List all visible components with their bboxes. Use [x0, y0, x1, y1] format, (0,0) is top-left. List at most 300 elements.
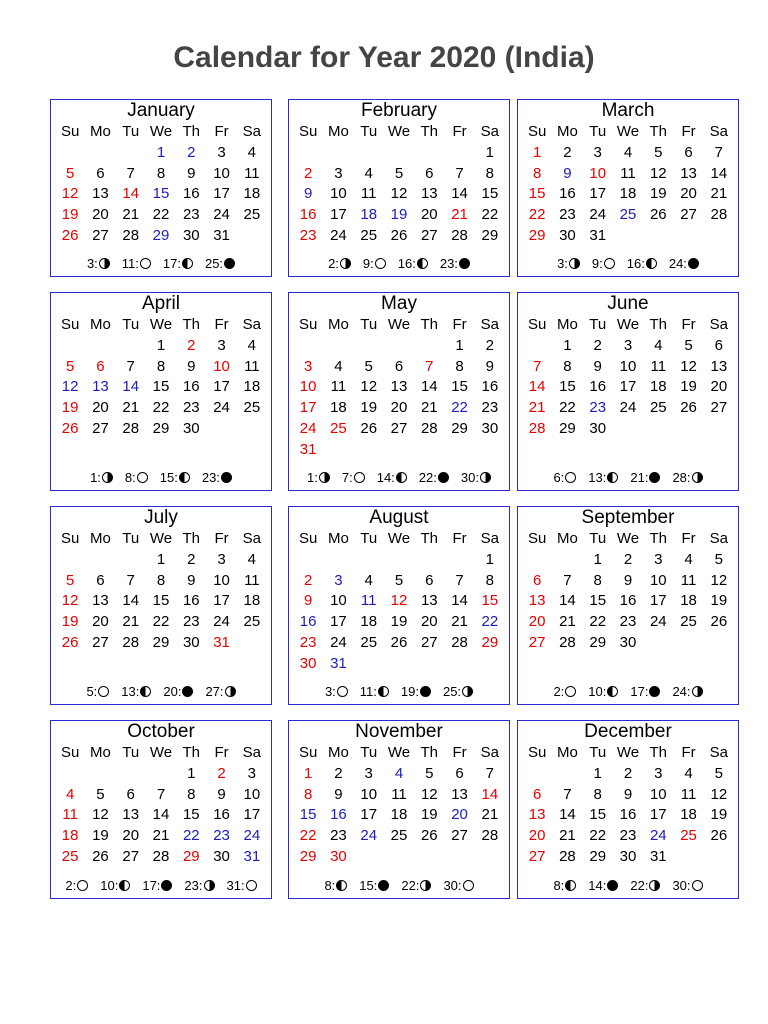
moon-phase-entry	[160, 468, 190, 486]
day-cell: 22	[299, 827, 317, 845]
month-october	[50, 720, 272, 899]
day-cell: 30	[182, 419, 200, 437]
moon-phase-date: 5:	[86, 683, 98, 699]
day-grid	[289, 529, 509, 675]
moon-phase-date: 7:	[341, 469, 353, 485]
day-cell: 12	[710, 785, 728, 803]
weekday-header: Tu	[360, 744, 378, 761]
day-cell: 14	[559, 592, 576, 610]
day-cell: 10	[330, 185, 347, 203]
empty-cell	[116, 550, 146, 571]
day-cell: 16	[182, 378, 200, 396]
day-cell: 11	[360, 185, 377, 203]
weekday-header: We	[149, 316, 173, 333]
full-moon-icon	[77, 880, 88, 891]
day-cell: 28	[559, 847, 576, 865]
day-cell: 31	[213, 633, 230, 651]
day-cell: 19	[680, 378, 697, 396]
day-cell: 13	[92, 378, 109, 396]
weekday-header: Fr	[681, 123, 696, 140]
day-cell: 4	[364, 571, 373, 589]
month-september	[517, 506, 739, 705]
moon-phase-entry	[359, 876, 389, 894]
empty-cell	[384, 654, 414, 675]
day-cell: 7	[455, 571, 464, 589]
day-cell: 23	[299, 226, 317, 244]
last-moon-icon	[140, 686, 151, 697]
day-cell: 7	[455, 164, 464, 182]
weekday-header: Mo	[328, 316, 349, 333]
day-cell: 16	[559, 185, 576, 203]
day-cell: 22	[481, 206, 499, 224]
day-cell: 3	[334, 164, 343, 182]
month-name: August	[369, 507, 429, 528]
day-cell: 1	[156, 336, 166, 354]
weekday-header: We	[387, 316, 411, 333]
day-cell: 16	[619, 592, 637, 610]
day-cell: 19	[710, 592, 728, 610]
empty-cell	[293, 143, 323, 164]
day-cell: 30	[182, 633, 200, 651]
empty-cell	[85, 336, 115, 357]
day-cell: 1	[156, 550, 166, 568]
day-cell: 1	[563, 336, 572, 354]
full-moon-icon	[565, 472, 576, 483]
day-cell: 27	[122, 847, 140, 865]
day-cell: 27	[390, 419, 408, 437]
day-cell: 20	[92, 399, 109, 417]
last-moon-icon	[378, 686, 389, 697]
weekday-header: Fr	[214, 530, 229, 547]
day-cell: 22	[481, 613, 499, 631]
day-cell: 28	[451, 226, 468, 244]
day-cell: 19	[92, 827, 109, 845]
day-cell: 7	[126, 571, 135, 589]
moon-phase-date: 20:	[163, 683, 182, 699]
day-cell: 28	[420, 419, 438, 437]
moon-phase-date: 23:	[201, 469, 220, 485]
day-cell: 25	[330, 419, 347, 437]
day-cell: 9	[623, 571, 633, 589]
day-cell: 30	[182, 226, 200, 244]
month-may	[288, 292, 510, 491]
day-cell: 12	[420, 785, 438, 803]
new-moon-icon	[649, 472, 660, 483]
moon-phase-date: 13:	[121, 683, 140, 699]
moon-phase-entry	[443, 682, 473, 700]
empty-cell	[384, 550, 414, 571]
last-moon-icon	[607, 472, 618, 483]
day-cell: 2	[187, 550, 196, 568]
empty-cell	[354, 847, 384, 868]
empty-cell	[354, 440, 384, 461]
month-name: November	[355, 721, 443, 742]
day-cell: 5	[394, 164, 404, 182]
moon-phase-date: 31:	[226, 877, 245, 893]
weekday-header: Sa	[709, 530, 729, 547]
empty-cell	[613, 419, 643, 440]
day-cell: 1	[593, 550, 602, 568]
day-cell: 8	[593, 785, 602, 803]
day-cell: 24	[649, 827, 667, 845]
first-moon-icon	[204, 880, 215, 891]
weekday-header: Sa	[709, 744, 729, 761]
weekday-header: Sa	[709, 123, 729, 140]
empty-cell	[643, 419, 673, 440]
month-name: January	[127, 100, 195, 121]
weekday-header: Mo	[557, 316, 578, 333]
day-grid	[289, 315, 509, 461]
empty-cell	[673, 847, 703, 868]
moon-phase-date: 30:	[672, 877, 691, 893]
day-cell: 14	[122, 185, 140, 203]
day-cell: 20	[92, 206, 109, 224]
weekday-header: Fr	[214, 123, 229, 140]
empty-cell	[414, 440, 444, 461]
day-cell: 8	[303, 785, 313, 803]
day-cell: 24	[299, 419, 317, 437]
day-cell: 2	[303, 164, 313, 182]
month-name: December	[584, 721, 672, 742]
day-cell: 7	[156, 785, 166, 803]
day-cell: 24	[649, 613, 667, 631]
day-cell: 4	[394, 764, 404, 782]
moon-phase-entry	[401, 682, 431, 700]
weekday-header: Th	[182, 744, 201, 761]
moon-phase-entry	[324, 876, 347, 894]
day-cell: 23	[559, 206, 576, 224]
day-cell: 9	[187, 164, 196, 182]
day-cell: 3	[247, 764, 257, 782]
day-cell: 13	[92, 592, 109, 610]
empty-cell	[116, 336, 146, 357]
month-june	[517, 292, 739, 491]
day-cell: 9	[334, 785, 343, 803]
last-moon-icon	[336, 880, 347, 891]
empty-cell	[444, 847, 474, 868]
moon-phase-entry	[325, 682, 348, 700]
day-cell: 31	[649, 847, 667, 865]
day-cell: 15	[152, 592, 170, 610]
day-cell: 26	[61, 419, 79, 437]
weekday-header: Th	[182, 316, 201, 333]
moon-phases	[51, 682, 271, 700]
day-cell: 21	[122, 613, 140, 631]
empty-cell	[323, 440, 353, 461]
day-cell: 29	[152, 226, 170, 244]
last-moon-icon	[607, 686, 618, 697]
full-moon-icon	[246, 880, 257, 891]
weekday-header: We	[387, 744, 411, 761]
moon-phase-date: 15:	[159, 469, 178, 485]
weekday-header: Th	[649, 316, 668, 333]
empty-cell	[85, 764, 115, 785]
day-cell: 26	[680, 399, 697, 417]
day-cell: 3	[303, 357, 313, 375]
empty-cell	[354, 654, 384, 675]
weekday-header: Tu	[589, 530, 607, 547]
day-cell: 5	[96, 785, 105, 803]
day-cell: 11	[680, 785, 697, 803]
moon-phase-date: 3:	[324, 683, 336, 699]
day-cell: 31	[589, 226, 607, 244]
day-cell: 12	[680, 357, 697, 375]
moon-phase-date: 11:	[121, 255, 139, 271]
day-cell: 18	[243, 592, 261, 610]
day-cell: 4	[623, 143, 633, 161]
day-cell: 5	[65, 571, 75, 589]
day-cell: 11	[360, 592, 377, 610]
day-cell: 7	[532, 357, 542, 375]
moon-phases	[518, 254, 738, 272]
day-cell: 3	[217, 336, 226, 354]
weekday-header: Fr	[681, 316, 696, 333]
weekday-header: Su	[60, 744, 80, 761]
day-cell: 3	[217, 550, 226, 568]
empty-cell	[237, 633, 267, 654]
day-cell: 11	[62, 806, 78, 824]
empty-cell	[116, 764, 146, 785]
day-cell: 19	[390, 613, 408, 631]
day-cell: 12	[710, 571, 728, 589]
full-moon-icon	[337, 686, 348, 697]
empty-cell	[444, 654, 474, 675]
first-moon-icon	[649, 880, 660, 891]
day-cell: 21	[710, 185, 728, 203]
day-cell: 25	[680, 827, 697, 845]
day-cell: 10	[213, 164, 230, 182]
day-cell: 5	[714, 550, 724, 568]
day-cell: 12	[61, 592, 79, 610]
moon-phase-date: 23:	[439, 255, 458, 271]
moon-phase-date: 17:	[630, 683, 649, 699]
day-cell: 24	[360, 827, 378, 845]
day-cell: 18	[360, 206, 378, 224]
day-cell: 8	[156, 164, 166, 182]
day-cell: 17	[330, 613, 347, 631]
day-cell: 25	[390, 827, 408, 845]
moon-phase-date: 6:	[553, 469, 565, 485]
weekday-header: Th	[420, 123, 439, 140]
day-cell: 9	[623, 785, 633, 803]
day-cell: 4	[247, 336, 257, 354]
day-cell: 28	[152, 847, 170, 865]
last-moon-icon	[119, 880, 130, 891]
weekday-header: We	[616, 123, 640, 140]
day-cell: 30	[619, 847, 637, 865]
weekday-header: Fr	[681, 744, 696, 761]
weekday-header: Th	[649, 530, 668, 547]
day-cell: 6	[455, 764, 464, 782]
moon-phase-entry	[630, 682, 660, 700]
day-cell: 6	[532, 571, 542, 589]
day-grid	[51, 122, 271, 247]
day-cell: 25	[619, 206, 637, 224]
day-cell: 11	[620, 164, 636, 182]
day-cell: 18	[680, 592, 697, 610]
day-cell: 24	[213, 399, 230, 417]
first-moon-icon	[420, 880, 431, 891]
day-cell: 7	[485, 764, 495, 782]
day-cell: 4	[65, 785, 75, 803]
day-cell: 25	[243, 206, 261, 224]
weekday-header: Tu	[122, 316, 140, 333]
day-cell: 27	[528, 847, 546, 865]
empty-cell	[85, 550, 115, 571]
day-cell: 12	[61, 378, 79, 396]
empty-cell	[414, 143, 444, 164]
day-cell: 13	[680, 164, 697, 182]
moon-phase-date: 2:	[65, 877, 77, 893]
weekday-header: Mo	[90, 316, 111, 333]
day-cell: 17	[213, 592, 230, 610]
moon-phase-date: 3:	[86, 255, 98, 271]
day-cell: 19	[61, 206, 79, 224]
day-cell: 20	[710, 378, 728, 396]
moon-phase-entry	[672, 682, 702, 700]
full-moon-icon	[604, 258, 615, 269]
moon-phase-entry	[553, 876, 576, 894]
day-cell: 9	[217, 785, 226, 803]
moon-phase-entry	[553, 682, 576, 700]
weekday-header: Su	[527, 530, 547, 547]
day-cell: 28	[481, 827, 499, 845]
day-cell: 10	[619, 357, 637, 375]
empty-cell	[85, 143, 115, 164]
weekday-header: Th	[649, 123, 668, 140]
empty-cell	[704, 419, 734, 440]
day-cell: 14	[152, 806, 170, 824]
day-cell: 31	[330, 654, 347, 672]
day-cell: 14	[528, 378, 546, 396]
day-cell: 3	[593, 143, 602, 161]
last-moon-icon	[396, 472, 407, 483]
day-cell: 13	[420, 185, 438, 203]
moon-phase-date: 14:	[376, 469, 395, 485]
day-cell: 29	[481, 633, 499, 651]
moon-phase-date: 16:	[626, 255, 645, 271]
moon-phases	[289, 254, 509, 272]
day-cell: 10	[360, 785, 378, 803]
day-cell: 4	[364, 164, 373, 182]
day-cell: 14	[122, 592, 140, 610]
weekday-header: Fr	[452, 744, 467, 761]
weekday-header: Fr	[214, 316, 229, 333]
moon-phase-entry	[86, 682, 109, 700]
day-grid	[518, 529, 738, 654]
day-cell: 28	[710, 206, 728, 224]
empty-cell	[704, 847, 734, 868]
weekday-header: We	[616, 316, 640, 333]
day-cell: 18	[649, 378, 667, 396]
full-moon-icon	[140, 258, 151, 269]
empty-cell	[475, 440, 505, 461]
moon-phase-date: 2:	[328, 255, 339, 271]
day-cell: 20	[122, 827, 140, 845]
day-cell: 1	[303, 764, 313, 782]
first-moon-icon	[692, 686, 703, 697]
day-cell: 20	[92, 613, 109, 631]
day-cell: 7	[126, 164, 135, 182]
day-cell: 18	[680, 806, 697, 824]
day-cell: 17	[330, 206, 347, 224]
moon-phase-entry	[419, 468, 449, 486]
moon-phase-entry	[307, 468, 330, 486]
day-cell: 10	[649, 571, 667, 589]
day-cell: 8	[485, 571, 495, 589]
day-cell: 9	[485, 357, 495, 375]
new-moon-icon	[420, 686, 431, 697]
day-cell: 1	[455, 336, 464, 354]
weekday-header: We	[387, 530, 411, 547]
moon-phase-date: 9:	[362, 255, 374, 271]
day-cell: 4	[684, 764, 693, 782]
moon-phase-entry	[630, 468, 660, 486]
day-cell: 16	[589, 378, 607, 396]
day-grid	[289, 743, 509, 868]
new-moon-icon	[161, 880, 172, 891]
moon-phase-entry	[87, 254, 110, 272]
day-cell: 27	[710, 399, 728, 417]
day-cell: 5	[425, 764, 434, 782]
day-cell: 30	[589, 419, 607, 437]
moon-phase-entry	[142, 876, 172, 894]
weekday-header: Sa	[480, 530, 500, 547]
day-cell: 24	[589, 206, 607, 224]
day-cell: 5	[65, 357, 75, 375]
weekday-header: Sa	[480, 123, 500, 140]
empty-cell	[354, 336, 384, 357]
day-cell: 16	[213, 806, 230, 824]
moon-phase-entry	[363, 254, 386, 272]
day-cell: 26	[649, 206, 667, 224]
day-cell: 3	[364, 764, 373, 782]
day-cell: 2	[593, 336, 602, 354]
day-cell: 15	[589, 592, 607, 610]
day-cell: 28	[122, 419, 140, 437]
day-cell: 19	[61, 399, 79, 417]
day-cell: 22	[589, 613, 607, 631]
moon-phase-date: 27:	[205, 683, 224, 699]
weekday-header: Mo	[328, 744, 349, 761]
weekday-header: Sa	[709, 316, 729, 333]
day-cell: 20	[451, 806, 468, 824]
day-cell: 20	[420, 206, 438, 224]
month-july	[50, 506, 272, 705]
day-cell: 30	[619, 633, 637, 651]
empty-cell	[414, 654, 444, 675]
day-cell: 10	[213, 357, 230, 375]
day-cell: 11	[650, 357, 667, 375]
day-cell: 21	[122, 399, 140, 417]
day-cell: 14	[420, 378, 438, 396]
day-cell: 21	[451, 206, 468, 224]
first-moon-icon	[462, 686, 473, 697]
empty-cell	[643, 226, 673, 247]
day-cell: 6	[425, 164, 434, 182]
empty-cell	[522, 550, 552, 571]
day-cell: 25	[680, 613, 697, 631]
day-cell: 22	[152, 399, 170, 417]
month-name: March	[601, 100, 655, 121]
day-cell: 9	[563, 164, 572, 182]
month-name: February	[360, 100, 438, 121]
moon-phases	[51, 254, 271, 272]
day-cell: 5	[364, 357, 373, 375]
day-cell: 16	[299, 613, 317, 631]
day-cell: 11	[330, 378, 347, 396]
day-grid	[518, 122, 738, 247]
